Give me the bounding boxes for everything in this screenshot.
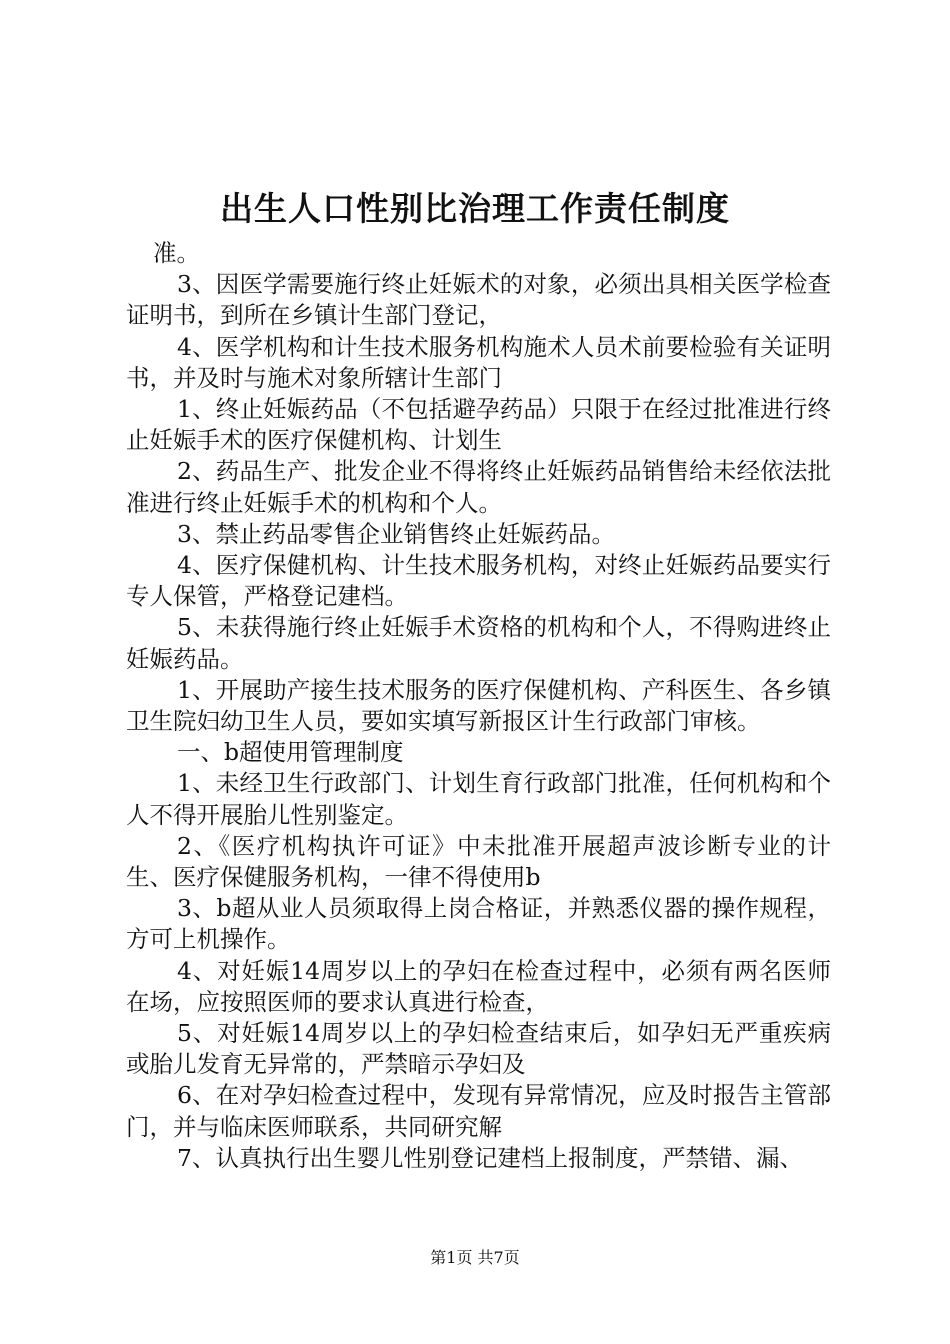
paragraph: 7、认真执行出生婴儿性别登记建档上报制度，严禁错、漏、 xyxy=(177,1143,803,1172)
paragraph: 2、《医疗机构执许可证》中未批准开展超声波诊断专业的计生、医疗保健服务机构，一律不得使用b xyxy=(126,831,831,892)
paragraph: 6、在对孕妇检查过程中，发现有异常情况，应及时报告主管部门，并与临床医师联系，共同研究解 xyxy=(126,1081,831,1141)
section-heading: 一、b超使用管理制度 xyxy=(177,738,404,767)
paragraph: 1、未经卫生行政部门、计划生育行政部门批准，任何机构和个人不得开展胎儿性别鉴定。 xyxy=(126,769,831,829)
page-number-footer: 第1页 共7页 xyxy=(430,1248,520,1267)
paragraph: 3、禁止药品零售企业销售终止妊娠药品。 xyxy=(177,519,615,548)
paragraph: 1、终止妊娠药品（不包括避孕药品）只限于在经过批准进行终止妊娠手术的医疗保健机构、计划生 xyxy=(126,395,831,455)
paragraph: 2、药品生产、批发企业不得将终止妊娠药品销售给未经依法批准进行终止妊娠手术的机构和个人。 xyxy=(126,457,831,517)
paragraph: 3、因医学需要施行终止妊娠术的对象，必须出具相关医学检查证明书，到所在乡镇计生部门登记， xyxy=(126,270,831,330)
paragraph: 4、医学机构和计生技术服务机构施术人员术前要检验有关证明书，并及时与施术对象所辖计生部门 xyxy=(126,332,831,392)
document-title: 出生人口性别比治理工作责任制度 xyxy=(220,189,730,228)
paragraph: 5、对妊娠14周岁以上的孕妇检查结束后，如孕妇无严重疾病或胎儿发育无异常的，严禁暗示孕妇及 xyxy=(126,1019,831,1079)
paragraph: 4、医疗保健机构、计生技术服务机构，对终止妊娠药品要实行专人保管，严格登记建档。 xyxy=(126,551,831,611)
paragraph: 3、b超从业人员须取得上岗合格证，并熟悉仪器的操作规程，方可上机操作。 xyxy=(126,894,831,954)
document-body xyxy=(126,238,831,1174)
paragraph: 5、未获得施行终止妊娠手术资格的机构和个人，不得购进终止妊娠药品。 xyxy=(126,613,831,673)
paragraph: 准。 xyxy=(153,239,200,267)
paragraph: 4、对妊娠14周岁以上的孕妇在检查过程中，必须有两名医师在场，应按照医师的要求认真进行检查， xyxy=(126,956,831,1016)
paragraph: 1、开展助产接生技术服务的医疗保健机构、产科医生、各乡镇卫生院妇幼卫生人员，要如实填写新报区计生行政部门审核。 xyxy=(126,675,831,736)
